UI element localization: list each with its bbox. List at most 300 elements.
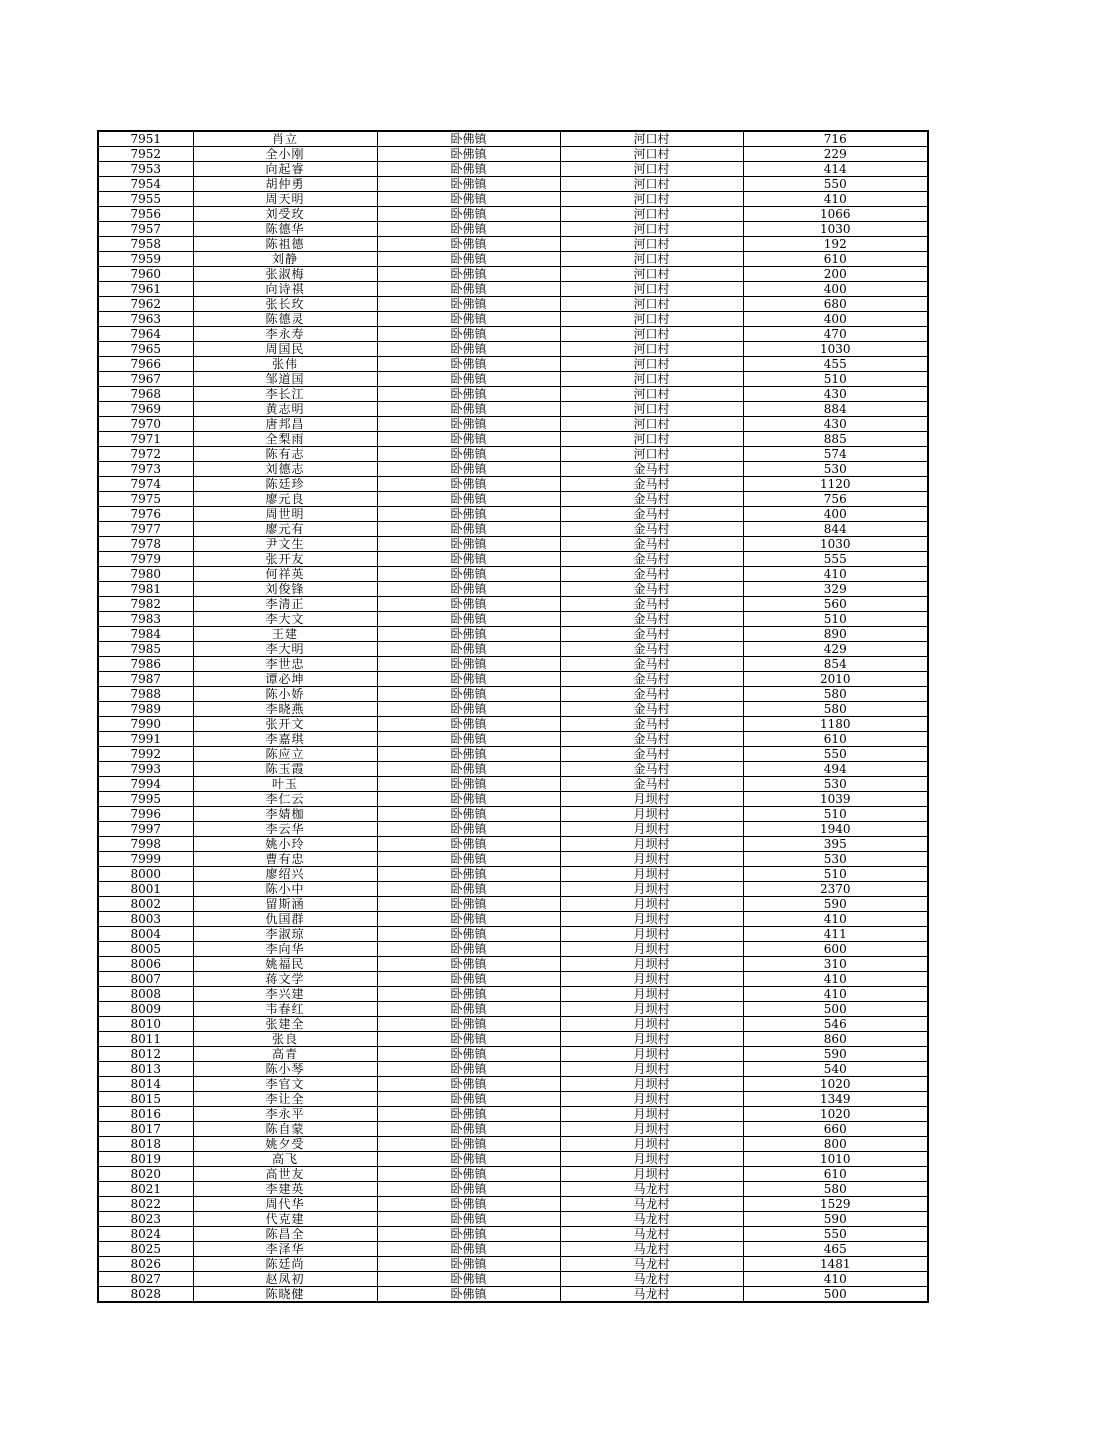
- row-number-cell: 7994: [98, 777, 193, 792]
- amount-cell: 2370: [743, 882, 928, 897]
- row-number-cell: 7962: [98, 297, 193, 312]
- row-number-cell: 7951: [98, 131, 193, 147]
- village-cell: 马龙村: [560, 1242, 743, 1257]
- row-number-cell: 7953: [98, 162, 193, 177]
- village-cell: 马龙村: [560, 1212, 743, 1227]
- town-cell: 卧佛镇: [377, 567, 560, 582]
- table-row: [98, 912, 928, 927]
- name-cell: 王建: [193, 627, 377, 642]
- amount-cell: 429: [743, 642, 928, 657]
- town-cell: 卧佛镇: [377, 1002, 560, 1017]
- name-cell: 李世忠: [193, 657, 377, 672]
- row-number-cell: 7993: [98, 762, 193, 777]
- table-row: [98, 1167, 928, 1182]
- town-cell: 卧佛镇: [377, 357, 560, 372]
- town-cell: 卧佛镇: [377, 1092, 560, 1107]
- name-cell: 向起睿: [193, 162, 377, 177]
- row-number-cell: 8027: [98, 1272, 193, 1287]
- name-cell: 刘德志: [193, 462, 377, 477]
- row-number-cell: 7974: [98, 477, 193, 492]
- row-number-cell: 7985: [98, 642, 193, 657]
- row-number-cell: 8026: [98, 1257, 193, 1272]
- town-cell: 卧佛镇: [377, 387, 560, 402]
- amount-cell: 660: [743, 1122, 928, 1137]
- amount-cell: 510: [743, 807, 928, 822]
- row-number-cell: 7956: [98, 207, 193, 222]
- table-row: [98, 252, 928, 267]
- town-cell: 卧佛镇: [377, 327, 560, 342]
- town-cell: 卧佛镇: [377, 837, 560, 852]
- town-cell: 卧佛镇: [377, 1257, 560, 1272]
- town-cell: 卧佛镇: [377, 972, 560, 987]
- town-cell: 卧佛镇: [377, 882, 560, 897]
- name-cell: 尹文生: [193, 537, 377, 552]
- row-number-cell: 8015: [98, 1092, 193, 1107]
- row-number-cell: 8000: [98, 867, 193, 882]
- village-cell: 河口村: [560, 282, 743, 297]
- name-cell: 刘俊锋: [193, 582, 377, 597]
- table-row: [98, 987, 928, 1002]
- table-row: [98, 1107, 928, 1122]
- table-row: [98, 897, 928, 912]
- name-cell: 陈晓健: [193, 1287, 377, 1303]
- town-cell: 卧佛镇: [377, 477, 560, 492]
- village-cell: 河口村: [560, 297, 743, 312]
- town-cell: 卧佛镇: [377, 822, 560, 837]
- town-cell: 卧佛镇: [377, 1287, 560, 1303]
- row-number-cell: 7966: [98, 357, 193, 372]
- amount-cell: 400: [743, 282, 928, 297]
- town-cell: 卧佛镇: [377, 1167, 560, 1182]
- row-number-cell: 8002: [98, 897, 193, 912]
- row-number-cell: 7977: [98, 522, 193, 537]
- village-cell: 月坝村: [560, 867, 743, 882]
- row-number-cell: 8024: [98, 1227, 193, 1242]
- table-row: [98, 837, 928, 852]
- row-number-cell: 7958: [98, 237, 193, 252]
- amount-cell: 329: [743, 582, 928, 597]
- amount-cell: 546: [743, 1017, 928, 1032]
- amount-cell: 530: [743, 462, 928, 477]
- name-cell: 向诗祺: [193, 282, 377, 297]
- name-cell: 张良: [193, 1032, 377, 1047]
- row-number-cell: 7972: [98, 447, 193, 462]
- name-cell: 周世明: [193, 507, 377, 522]
- village-cell: 金马村: [560, 732, 743, 747]
- row-number-cell: 8016: [98, 1107, 193, 1122]
- town-cell: 卧佛镇: [377, 627, 560, 642]
- table-row: [98, 852, 928, 867]
- table-row: [98, 1242, 928, 1257]
- town-cell: 卧佛镇: [377, 297, 560, 312]
- name-cell: 李泽华: [193, 1242, 377, 1257]
- amount-cell: 860: [743, 1032, 928, 1047]
- table-row: [98, 147, 928, 162]
- village-cell: 马龙村: [560, 1197, 743, 1212]
- town-cell: 卧佛镇: [377, 432, 560, 447]
- table-row: [98, 957, 928, 972]
- table-row: [98, 882, 928, 897]
- name-cell: 陈德灵: [193, 312, 377, 327]
- table-row: [98, 1047, 928, 1062]
- village-cell: 金马村: [560, 492, 743, 507]
- table-row: [98, 522, 928, 537]
- amount-cell: 1529: [743, 1197, 928, 1212]
- table-row: [98, 1212, 928, 1227]
- amount-cell: 400: [743, 312, 928, 327]
- town-cell: 卧佛镇: [377, 1212, 560, 1227]
- amount-cell: 494: [743, 762, 928, 777]
- town-cell: 卧佛镇: [377, 207, 560, 222]
- table-row: [98, 477, 928, 492]
- amount-cell: 1066: [743, 207, 928, 222]
- town-cell: 卧佛镇: [377, 312, 560, 327]
- village-cell: 金马村: [560, 537, 743, 552]
- table-row: [98, 1062, 928, 1077]
- village-cell: 马龙村: [560, 1227, 743, 1242]
- village-cell: 月坝村: [560, 882, 743, 897]
- name-cell: 全小刚: [193, 147, 377, 162]
- amount-cell: 555: [743, 552, 928, 567]
- table-body: [98, 131, 928, 1302]
- amount-cell: 510: [743, 372, 928, 387]
- table-row: [98, 162, 928, 177]
- row-number-cell: 8005: [98, 942, 193, 957]
- town-cell: 卧佛镇: [377, 282, 560, 297]
- amount-cell: 1180: [743, 717, 928, 732]
- table-row: [98, 627, 928, 642]
- village-cell: 马龙村: [560, 1272, 743, 1287]
- row-number-cell: 8004: [98, 927, 193, 942]
- table-row: [98, 1032, 928, 1047]
- row-number-cell: 7971: [98, 432, 193, 447]
- amount-cell: 716: [743, 131, 928, 147]
- village-cell: 金马村: [560, 582, 743, 597]
- name-cell: 李永寿: [193, 327, 377, 342]
- town-cell: 卧佛镇: [377, 1197, 560, 1212]
- amount-cell: 610: [743, 732, 928, 747]
- table-row: [98, 1257, 928, 1272]
- table-row: [98, 1182, 928, 1197]
- amount-cell: 500: [743, 1002, 928, 1017]
- amount-cell: 580: [743, 1182, 928, 1197]
- amount-cell: 884: [743, 402, 928, 417]
- row-number-cell: 7969: [98, 402, 193, 417]
- name-cell: 刘受玫: [193, 207, 377, 222]
- row-number-cell: 8007: [98, 972, 193, 987]
- amount-cell: 854: [743, 657, 928, 672]
- name-cell: 曹有忠: [193, 852, 377, 867]
- amount-cell: 540: [743, 1062, 928, 1077]
- row-number-cell: 7988: [98, 687, 193, 702]
- row-number-cell: 8028: [98, 1287, 193, 1303]
- table-row: [98, 342, 928, 357]
- table-row: [98, 192, 928, 207]
- town-cell: 卧佛镇: [377, 131, 560, 147]
- row-number-cell: 8013: [98, 1062, 193, 1077]
- town-cell: 卧佛镇: [377, 897, 560, 912]
- name-cell: 李清正: [193, 597, 377, 612]
- name-cell: 陈应立: [193, 747, 377, 762]
- amount-cell: 229: [743, 147, 928, 162]
- row-number-cell: 7976: [98, 507, 193, 522]
- name-cell: 李永平: [193, 1107, 377, 1122]
- town-cell: 卧佛镇: [377, 417, 560, 432]
- village-cell: 金马村: [560, 702, 743, 717]
- town-cell: 卧佛镇: [377, 177, 560, 192]
- name-cell: 蒋文学: [193, 972, 377, 987]
- row-number-cell: 7995: [98, 792, 193, 807]
- town-cell: 卧佛镇: [377, 342, 560, 357]
- amount-cell: 560: [743, 597, 928, 612]
- village-cell: 月坝村: [560, 1002, 743, 1017]
- town-cell: 卧佛镇: [377, 957, 560, 972]
- table-row: [98, 1287, 928, 1303]
- name-cell: 张淑梅: [193, 267, 377, 282]
- name-cell: 李云华: [193, 822, 377, 837]
- village-cell: 金马村: [560, 522, 743, 537]
- village-cell: 金马村: [560, 507, 743, 522]
- row-number-cell: 7991: [98, 732, 193, 747]
- row-number-cell: 7968: [98, 387, 193, 402]
- name-cell: 张长玫: [193, 297, 377, 312]
- village-cell: 河口村: [560, 147, 743, 162]
- table-row: [98, 507, 928, 522]
- amount-cell: 530: [743, 852, 928, 867]
- village-cell: 金马村: [560, 627, 743, 642]
- name-cell: 全梨雨: [193, 432, 377, 447]
- amount-cell: 1039: [743, 792, 928, 807]
- name-cell: 陈小中: [193, 882, 377, 897]
- table-row: [98, 327, 928, 342]
- village-cell: 月坝村: [560, 987, 743, 1002]
- town-cell: 卧佛镇: [377, 927, 560, 942]
- table-row: [98, 372, 928, 387]
- amount-cell: 400: [743, 507, 928, 522]
- row-number-cell: 7975: [98, 492, 193, 507]
- amount-cell: 465: [743, 1242, 928, 1257]
- town-cell: 卧佛镇: [377, 1017, 560, 1032]
- row-number-cell: 7998: [98, 837, 193, 852]
- town-cell: 卧佛镇: [377, 612, 560, 627]
- amount-cell: 510: [743, 867, 928, 882]
- name-cell: 李大文: [193, 612, 377, 627]
- village-cell: 月坝村: [560, 1122, 743, 1137]
- town-cell: 卧佛镇: [377, 582, 560, 597]
- village-cell: 月坝村: [560, 1017, 743, 1032]
- village-cell: 马龙村: [560, 1257, 743, 1272]
- village-cell: 金马村: [560, 762, 743, 777]
- amount-cell: 1481: [743, 1257, 928, 1272]
- town-cell: 卧佛镇: [377, 732, 560, 747]
- amount-cell: 550: [743, 747, 928, 762]
- table-row: [98, 237, 928, 252]
- amount-cell: 1030: [743, 342, 928, 357]
- town-cell: 卧佛镇: [377, 222, 560, 237]
- amount-cell: 610: [743, 252, 928, 267]
- amount-cell: 1030: [743, 222, 928, 237]
- row-number-cell: 8018: [98, 1137, 193, 1152]
- table-row: [98, 1272, 928, 1287]
- name-cell: 高青: [193, 1047, 377, 1062]
- town-cell: 卧佛镇: [377, 447, 560, 462]
- name-cell: 李嘉琪: [193, 732, 377, 747]
- table-row: [98, 1077, 928, 1092]
- row-number-cell: 7992: [98, 747, 193, 762]
- village-cell: 河口村: [560, 372, 743, 387]
- town-cell: 卧佛镇: [377, 852, 560, 867]
- row-number-cell: 8011: [98, 1032, 193, 1047]
- amount-cell: 580: [743, 687, 928, 702]
- amount-cell: 510: [743, 612, 928, 627]
- table-row: [98, 612, 928, 627]
- name-cell: 周国民: [193, 342, 377, 357]
- town-cell: 卧佛镇: [377, 372, 560, 387]
- name-cell: 李长江: [193, 387, 377, 402]
- row-number-cell: 7989: [98, 702, 193, 717]
- village-cell: 河口村: [560, 131, 743, 147]
- village-cell: 金马村: [560, 672, 743, 687]
- town-cell: 卧佛镇: [377, 1047, 560, 1062]
- amount-cell: 610: [743, 1167, 928, 1182]
- name-cell: 李仁云: [193, 792, 377, 807]
- amount-cell: 844: [743, 522, 928, 537]
- amount-cell: 580: [743, 702, 928, 717]
- town-cell: 卧佛镇: [377, 492, 560, 507]
- name-cell: 陈自蒙: [193, 1122, 377, 1137]
- village-cell: 月坝村: [560, 942, 743, 957]
- name-cell: 何祥英: [193, 567, 377, 582]
- table-row: [98, 717, 928, 732]
- name-cell: 廖元有: [193, 522, 377, 537]
- village-cell: 河口村: [560, 252, 743, 267]
- amount-cell: 310: [743, 957, 928, 972]
- village-cell: 河口村: [560, 177, 743, 192]
- town-cell: 卧佛镇: [377, 777, 560, 792]
- row-number-cell: 8010: [98, 1017, 193, 1032]
- row-number-cell: 7970: [98, 417, 193, 432]
- table-row: [98, 207, 928, 222]
- table-row: [98, 582, 928, 597]
- table-row: [98, 792, 928, 807]
- amount-cell: 410: [743, 912, 928, 927]
- table-row: [98, 462, 928, 477]
- table-row: [98, 762, 928, 777]
- town-cell: 卧佛镇: [377, 747, 560, 762]
- village-cell: 金马村: [560, 477, 743, 492]
- amount-cell: 885: [743, 432, 928, 447]
- name-cell: 陈昌全: [193, 1227, 377, 1242]
- village-cell: 月坝村: [560, 1167, 743, 1182]
- amount-cell: 890: [743, 627, 928, 642]
- amount-cell: 395: [743, 837, 928, 852]
- village-cell: 金马村: [560, 567, 743, 582]
- row-number-cell: 7965: [98, 342, 193, 357]
- name-cell: 周代华: [193, 1197, 377, 1212]
- village-cell: 河口村: [560, 357, 743, 372]
- village-cell: 月坝村: [560, 957, 743, 972]
- name-cell: 李大明: [193, 642, 377, 657]
- table-row: [98, 732, 928, 747]
- town-cell: 卧佛镇: [377, 267, 560, 282]
- name-cell: 陈玉霞: [193, 762, 377, 777]
- table-row: [98, 1137, 928, 1152]
- row-number-cell: 7963: [98, 312, 193, 327]
- row-number-cell: 8023: [98, 1212, 193, 1227]
- town-cell: 卧佛镇: [377, 1062, 560, 1077]
- village-cell: 月坝村: [560, 927, 743, 942]
- row-number-cell: 8003: [98, 912, 193, 927]
- town-cell: 卧佛镇: [377, 1272, 560, 1287]
- town-cell: 卧佛镇: [377, 987, 560, 1002]
- name-cell: 陈有志: [193, 447, 377, 462]
- name-cell: 代克建: [193, 1212, 377, 1227]
- row-number-cell: 7997: [98, 822, 193, 837]
- village-cell: 月坝村: [560, 972, 743, 987]
- village-cell: 马龙村: [560, 1287, 743, 1303]
- amount-cell: 1020: [743, 1077, 928, 1092]
- amount-cell: 430: [743, 387, 928, 402]
- row-number-cell: 7952: [98, 147, 193, 162]
- table-row: [98, 297, 928, 312]
- name-cell: 陈廷珍: [193, 477, 377, 492]
- town-cell: 卧佛镇: [377, 1242, 560, 1257]
- town-cell: 卧佛镇: [377, 252, 560, 267]
- name-cell: 张开文: [193, 717, 377, 732]
- table-row: [98, 927, 928, 942]
- row-number-cell: 7981: [98, 582, 193, 597]
- table-row: [98, 657, 928, 672]
- village-cell: 月坝村: [560, 897, 743, 912]
- table-row: [98, 222, 928, 237]
- town-cell: 卧佛镇: [377, 507, 560, 522]
- name-cell: 李向华: [193, 942, 377, 957]
- amount-cell: 1030: [743, 537, 928, 552]
- name-cell: 刘静: [193, 252, 377, 267]
- table-row: [98, 597, 928, 612]
- row-number-cell: 7986: [98, 657, 193, 672]
- village-cell: 月坝村: [560, 1032, 743, 1047]
- amount-cell: 590: [743, 1047, 928, 1062]
- village-cell: 河口村: [560, 387, 743, 402]
- row-number-cell: 7980: [98, 567, 193, 582]
- name-cell: 陈小琴: [193, 1062, 377, 1077]
- amount-cell: 410: [743, 987, 928, 1002]
- name-cell: 邹道国: [193, 372, 377, 387]
- village-cell: 河口村: [560, 342, 743, 357]
- row-number-cell: 8022: [98, 1197, 193, 1212]
- row-number-cell: 7957: [98, 222, 193, 237]
- name-cell: 黄志明: [193, 402, 377, 417]
- town-cell: 卧佛镇: [377, 942, 560, 957]
- village-cell: 金马村: [560, 657, 743, 672]
- village-cell: 河口村: [560, 267, 743, 282]
- table-row: [98, 1092, 928, 1107]
- name-cell: 廖绍兴: [193, 867, 377, 882]
- amount-cell: 470: [743, 327, 928, 342]
- name-cell: 姚福民: [193, 957, 377, 972]
- village-cell: 河口村: [560, 417, 743, 432]
- row-number-cell: 8006: [98, 957, 193, 972]
- village-cell: 月坝村: [560, 792, 743, 807]
- name-cell: 陈祖德: [193, 237, 377, 252]
- amount-cell: 1940: [743, 822, 928, 837]
- name-cell: 李晓燕: [193, 702, 377, 717]
- row-number-cell: 7987: [98, 672, 193, 687]
- table-row: [98, 492, 928, 507]
- village-cell: 月坝村: [560, 1062, 743, 1077]
- table-row: [98, 177, 928, 192]
